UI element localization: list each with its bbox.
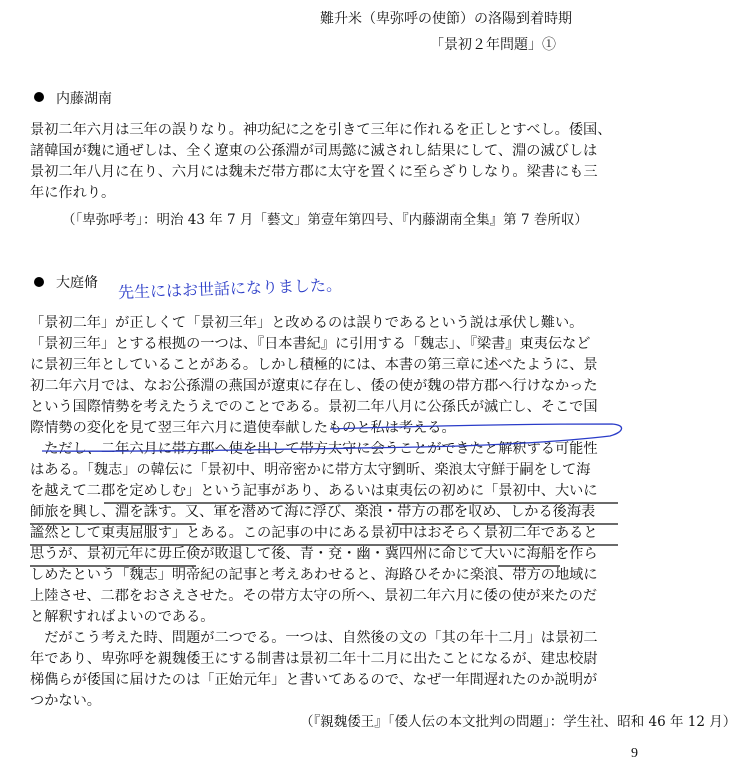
text-line: 謐然として東夷屈服す」とある。この記事の中にある景初中はおそらく景初二年であると	[30, 525, 598, 541]
text-line: 諸韓国が魏に通ぜしは、全く遼東の公孫淵が司馬懿に滅されし結果にして、淵の滅びしは	[30, 143, 598, 159]
text-line: と解釈すればよいのである。	[30, 609, 215, 625]
text-line: 景初二年六月は三年の誤りなり。神功紀に之を引きて三年に作れるを正しとすべし。倭国、	[30, 122, 612, 138]
text-line: ただし、二年六月に帯方郡へ使を出して帯方太守に会うことができたと解釈する可能性	[30, 441, 598, 457]
text-line: 年であり、卑弥呼を親魏倭王にする制書は景初二年十二月に出たことになるが、建忠校尉	[30, 651, 598, 667]
handwritten-note: 先生にはお世話になりました。	[117, 275, 343, 302]
text-line: 上陸させ、二郡をおさえさせた。その帯方太守の所へ、景初二年六月に倭の使が来たのだ	[30, 588, 598, 604]
text-line: 年に作れり。	[30, 185, 116, 201]
text-line: という国際情勢を考えたうえでのことである。景初二年八月に公孫氏が滅亡し、そこで国	[30, 399, 598, 415]
section-heading-oba: 大庭脩	[56, 275, 98, 291]
citation-oba: （『親魏倭王』「倭人伝の本文批判の問題」：学生社、昭和 46 年 12 月）	[300, 714, 736, 730]
text-line: 梯儁らが倭国に届けたのは「正始元年」と書いてあるので、なぜ一年間遅れたのか説明が	[30, 672, 598, 688]
blue-pen-underline	[42, 424, 622, 451]
text-line: 初二年六月では、なお公孫淵の燕国が遼東に存在し、倭の使が魏の帯方郡へ行けなかった	[30, 378, 598, 394]
text-line: 景初二年八月に在り、六月には魏未だ帯方郡に太守を置くに至らざりしなり。梁書にも三	[30, 164, 598, 180]
text-line: しめたという「魏志」明帝紀の記事と考えあわせると、海路ひそかに楽浪、帯方の地域に	[30, 567, 598, 583]
text-line: はある。「魏志」の韓伝に「景初中、明帝密かに帯方太守劉昕、楽浪太守鮮于嗣をして海	[30, 462, 591, 478]
document-title: 難升米（卑弥呼の使節）の洛陽到着時期	[320, 11, 572, 27]
text-line: つかない。	[30, 693, 101, 709]
citation-naito: （「卑弥呼考」：明治 43 年 7 月「藝文」第壹年第四号、『内藤湖南全集』第 7 巻所収）	[62, 212, 588, 228]
text-line: だがこう考えた時、問題が二つでる。一つは、自然後の文の「其の年十二月」は景初二	[30, 630, 598, 646]
text-line: 際情勢の変化を見て翌三年六月に遣使奉献したものと私は考える。	[30, 420, 456, 436]
text-line: 「景初三年」とする根拠の一つは、『日本書紀』に引用する「魏志」、『梁書』東夷伝など	[30, 336, 591, 352]
text-line: 「景初二年」が正しくて「景初三年」と改めるのは誤りであるという説は承伏し難い。	[30, 315, 584, 331]
text-line: を越えて二郡を定めしむ」という記事があり、あるいは東夷伝の初めに「景初中、大いに	[30, 483, 598, 499]
document-subtitle: 「景初２年問題」①	[430, 37, 556, 53]
text-line: 師旅を興し、淵を誅す。又、軍を潜めて海に浮び、楽浪・帯方の郡を収め、しかる後海表	[30, 504, 596, 520]
text-line: に景初三年としていることがある。しかし積極的には、本書の第三章に述べたように、景	[30, 357, 598, 373]
page-number: 9	[631, 746, 638, 761]
text-line: 思うが、景初元年に毋丘倹が敗退して後、青・兗・幽・冀四州に命じて大いに海船を作ら	[30, 546, 598, 562]
section-heading-naito: 内藤湖南	[56, 91, 112, 107]
